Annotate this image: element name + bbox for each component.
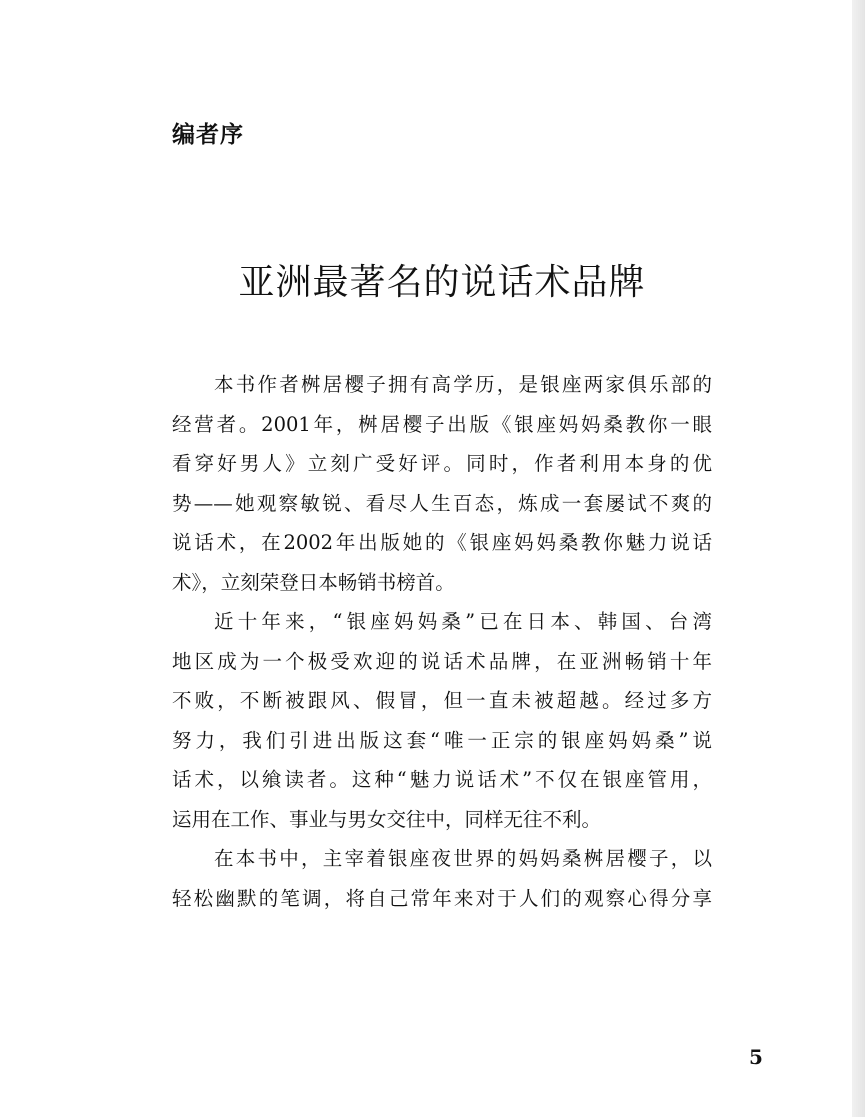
text-line: 势——她观察敏锐、看尽人生百态，炼成一套屡试不爽的: [172, 491, 712, 515]
text-line: 术》，立刻荣登日本畅销书榜首。: [172, 570, 455, 594]
text-line: 努力，我们引进出版这套“唯一正宗的银座妈妈桑”说: [172, 728, 712, 752]
text-line: 经营者。2001年，桝居樱子出版《银座妈妈桑教你一眼: [172, 412, 712, 436]
page-edge-shadow: [852, 0, 865, 1117]
text-line: 地区成为一个极受欢迎的说话术品牌，在亚洲畅销十年: [172, 649, 712, 673]
text-line: 轻松幽默的笔调，将自己常年来对于人们的观察心得分享: [172, 886, 712, 910]
section-label: 编者序: [172, 122, 244, 148]
text-line: 话术，以飨读者。这种“魅力说话术”不仅在银座管用，: [172, 768, 712, 791]
text-line: 近十年来，“银座妈妈桑”已在日本、韩国、台湾: [214, 610, 712, 633]
text-line: 本书作者桝居樱子拥有高学历，是银座两家俱乐部的: [214, 373, 712, 396]
page-number: 5: [749, 1045, 763, 1069]
text-line: 看穿好男人》立刻广受好评。同时，作者利用本身的优: [172, 452, 712, 475]
body-text: [172, 370, 712, 923]
chapter-title: 亚洲最著名的说话术品牌: [238, 262, 646, 303]
text-line: 在本书中，主宰着银座夜世界的妈妈桑桝居樱子，以: [214, 847, 712, 870]
text-line: 不败，不断被跟风、假冒，但一直未被超越。经过多方: [172, 689, 712, 712]
text-line: 说话术，在2002年出版她的《银座妈妈桑教你魅力说话: [172, 531, 712, 554]
text-line: 运用在工作、事业与男女交往中，同样无往不利。: [172, 807, 602, 831]
